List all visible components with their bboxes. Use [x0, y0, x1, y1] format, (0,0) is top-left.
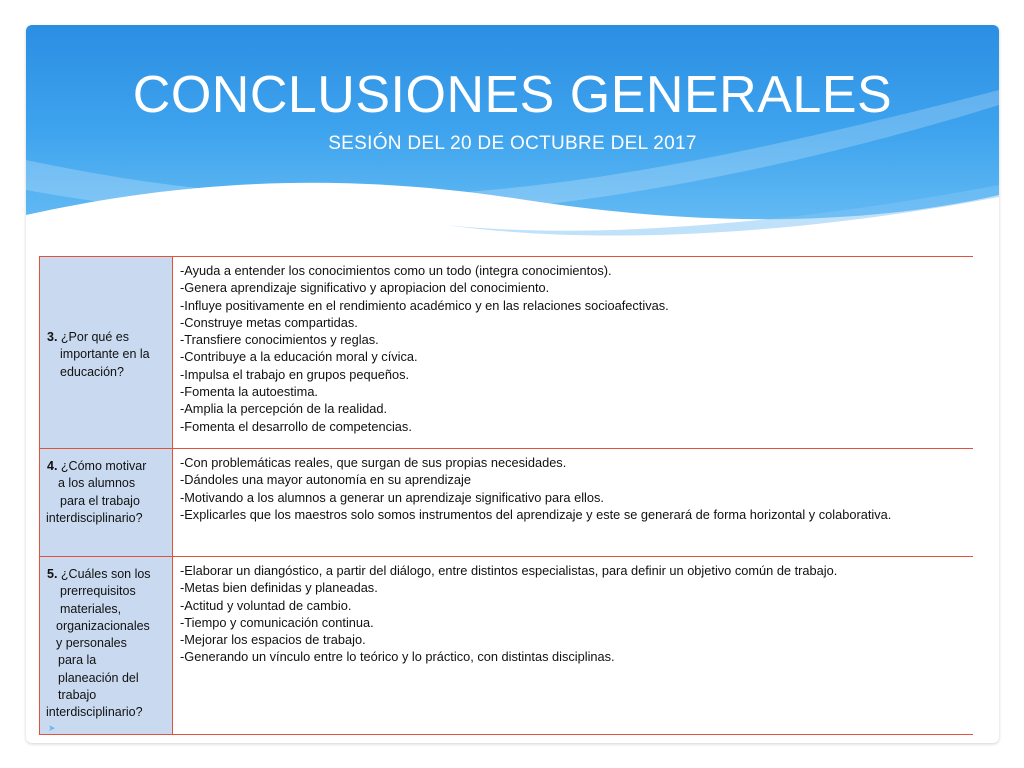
table-row	[40, 449, 974, 557]
conclusions-table	[39, 256, 973, 735]
answer-line: -Dándoles una mayor autonomía en su aprendizaje	[180, 472, 471, 488]
footer-bullet-icon: ➤	[48, 724, 56, 734]
question-text: ¿Cómo motivar	[60, 459, 147, 473]
answer-line: -Actitud y voluntad de cambio.	[180, 597, 352, 613]
question-text: y personales	[56, 636, 127, 651]
question-text: importante en la	[60, 347, 150, 362]
question-text: trabajo	[58, 688, 97, 703]
answer-line: -Construye metas compartidas.	[180, 314, 358, 330]
answer-cell	[173, 449, 974, 557]
answer-line: -Elaborar un diangóstico, a partir del diálogo, entre distintos especialistas, para definir un objetivo común de trabajo.	[180, 563, 838, 578]
question-cell	[40, 557, 173, 735]
answer-line: -Ayuda a entender los conocimientos como un todo (integra conocimientos).	[180, 263, 612, 278]
question-cell	[40, 257, 173, 449]
answer-line: -Generando un vínculo entre lo teórico y lo práctico, con distintas disciplinas.	[180, 649, 615, 665]
answer-line: -Genera aprendizaje significativo y apropiacion del conocimiento.	[180, 280, 550, 296]
answer-line: -Metas bien definidas y planeadas.	[180, 580, 378, 596]
slide-subtitle: SESIÓN DEL 20 DE OCTUBRE DEL 2017	[328, 133, 697, 154]
answer-line: -Contribuye a la educación moral y cívica.	[180, 349, 418, 365]
question-text: prerrequisitos	[60, 584, 136, 599]
question-text: ¿Cuáles son los	[60, 567, 151, 581]
answer-line: -Transfiere conocimientos y reglas.	[180, 332, 379, 348]
answer-line: -Con problemáticas reales, que surgan de sus propias necesidades.	[180, 455, 567, 470]
question-text: organizacionales	[56, 618, 150, 633]
answer-cell	[173, 557, 974, 735]
slide-title: CONCLUSIONES GENERALES	[132, 66, 893, 124]
slide	[26, 25, 999, 743]
question-text: planeación del	[58, 670, 139, 685]
question-text: interdisciplinario?	[46, 705, 143, 720]
title-banner	[26, 25, 999, 265]
question-number: 5.	[47, 567, 58, 581]
answer-line: -Impulsa el trabajo en grupos pequeños.	[180, 366, 410, 382]
question-number: 4.	[47, 459, 58, 473]
question-number: 3.	[47, 330, 58, 344]
answer-line: -Amplia la percepción de la realidad.	[180, 401, 387, 417]
answer-cell	[173, 257, 974, 449]
answer-line: -Motivando a los alumnos a generar un aprendizaje significativo para ellos.	[180, 489, 604, 505]
question-text: educación?	[60, 364, 124, 379]
answer-line: -Fomenta la autoestima.	[180, 384, 318, 400]
table-row	[40, 257, 974, 449]
answer-line: -Influye positivamente en el rendimiento académico y en las relaciones socioafectivas.	[180, 297, 669, 313]
answer-line: -Fomenta el desarrollo de competencias.	[180, 418, 412, 434]
question-text: interdisciplinario?	[46, 510, 143, 525]
question-text: materiales,	[60, 601, 122, 616]
question-text: para la	[58, 653, 97, 668]
answer-line: -Tiempo y comunicación continua.	[180, 614, 374, 630]
question-text: para el trabajo	[60, 493, 140, 508]
answer-line: -Explicarles que los maestros solo somos instrumentos del aprendizaje y este se generará de forma horizontal y colaborativa.	[180, 506, 892, 522]
question-text: a los alumnos	[58, 476, 136, 491]
question-cell	[40, 449, 173, 557]
question-text: ¿Por qué es	[60, 330, 130, 344]
table-row	[40, 557, 974, 735]
answer-line: -Mejorar los espacios de trabajo.	[180, 632, 366, 648]
